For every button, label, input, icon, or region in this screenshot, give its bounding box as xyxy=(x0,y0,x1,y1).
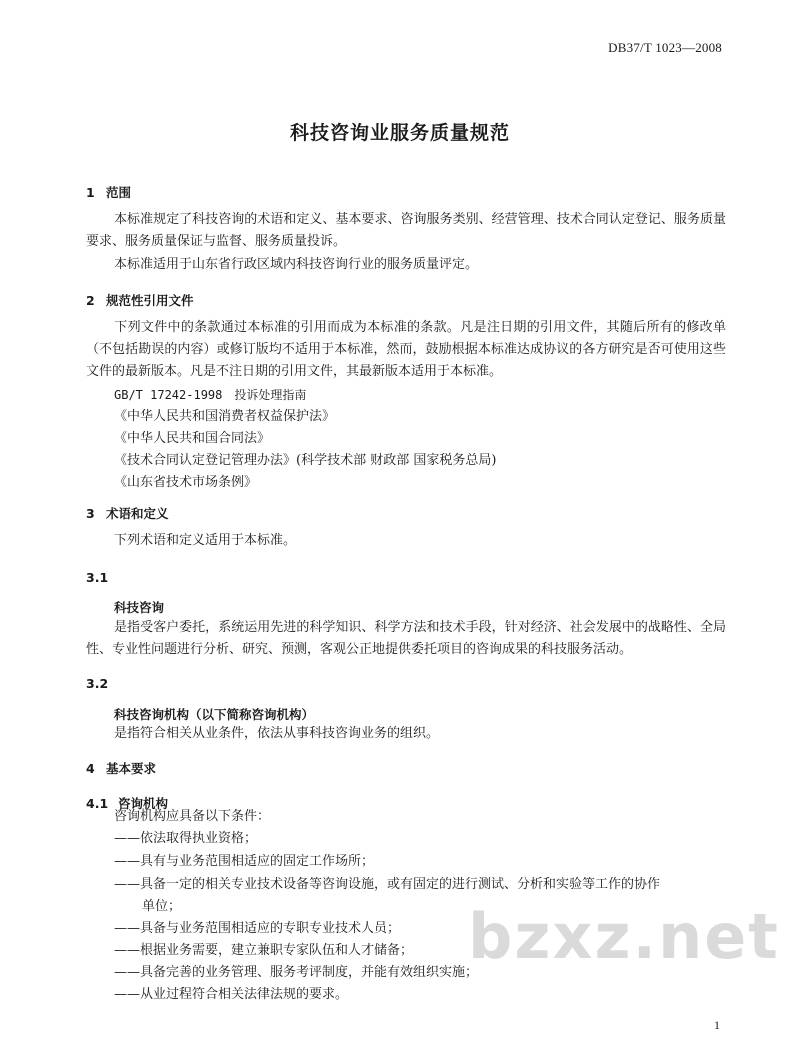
watermark: bzxz.net xyxy=(468,900,780,973)
reference-item: 《技术合同认定登记管理办法》(科学技术部 财政部 国家税务总局) xyxy=(114,453,497,468)
term-number: 3.1 xyxy=(86,570,109,585)
section-number: 3 xyxy=(86,506,95,521)
section-2-heading xyxy=(86,291,194,309)
reference-item: 《中华人民共和国合同法》 xyxy=(114,431,271,446)
section-1-heading xyxy=(86,183,131,201)
requirement-item: ——从业过程符合相关法律法规的要求。 xyxy=(114,987,349,1002)
page-number: 1 xyxy=(714,1018,720,1032)
reference-item: 《中华人民共和国消费者权益保护法》 xyxy=(114,409,336,424)
reference-item: GB/T 17242-1998 投诉处理指南 xyxy=(114,388,307,402)
section-title: 基本要求 xyxy=(106,761,157,776)
section-number: 1 xyxy=(86,185,95,200)
standard-code: DB37/T 1023—2008 xyxy=(608,40,722,55)
requirement-intro: 咨询机构应具备以下条件： xyxy=(114,809,271,824)
section-2-paragraph-1: 下列文件中的条款通过本标准的引用而成为本标准的条款。凡是注日期的引用文件，其随后所有的修改单（不包括勘误的内容）或修订版均不适用于本标准，然而，鼓励根据本标准达成协议的各方研究是否可使用这些文件的最新版本。凡是不注日期的引用文件，其最新版本适用于本标准。 xyxy=(86,320,726,379)
subsection-title: 咨询机构 xyxy=(118,796,169,811)
section-3-heading xyxy=(86,504,169,522)
requirement-item: ——具有与业务范围相适应的固定工作场所； xyxy=(114,854,375,869)
requirement-item: ——具备一定的相关专业技术设备等咨询设施，或有固定的进行测试、分析和实验等工作的协作 xyxy=(114,877,661,892)
requirement-item: ——依法取得执业资格； xyxy=(114,831,258,846)
section-number: 4 xyxy=(86,761,95,776)
term-name: 科技咨询 xyxy=(114,600,165,615)
section-number: 2 xyxy=(86,293,95,308)
term-name: 科技咨询机构（以下简称咨询机构） xyxy=(114,707,315,722)
requirement-item: ——根据业务需要，建立兼职专家队伍和人才储备； xyxy=(114,943,414,958)
term-definition: 是指符合相关从业条件，依法从事科技咨询业务的组织。 xyxy=(114,726,440,741)
section-3-paragraph-1: 下列术语和定义适用于本标准。 xyxy=(114,533,297,548)
section-title: 规范性引用文件 xyxy=(106,293,194,308)
section-title: 术语和定义 xyxy=(106,506,169,521)
section-title: 范围 xyxy=(106,185,132,200)
section-1-paragraph-1: 本标准规定了科技咨询的术语和定义、基本要求、咨询服务类别、经营管理、技术合同认定登记、服务质量要求、服务质量保证与监督、服务质量投诉。 xyxy=(86,212,726,249)
requirement-item: ——具备与业务范围相适应的专职专业技术人员； xyxy=(114,921,401,936)
reference-item: 《山东省技术市场条例》 xyxy=(114,475,258,490)
document-title: 科技咨询业服务质量规范 xyxy=(289,122,510,144)
requirement-item: ——具备完善的业务管理、服务考评制度，并能有效组织实施； xyxy=(114,965,479,980)
term-definition: 是指受客户委托，系统运用先进的科学知识、科学方法和技术手段，针对经济、社会发展中的战略性、全局性、专业性问题进行分析、研究、预测，客观公正地提供委托项目的咨询成果的科技服务活动。 xyxy=(86,620,726,657)
requirement-item-continuation: 单位； xyxy=(142,899,182,914)
subsection-number: 4.1 xyxy=(86,796,109,811)
section-1-paragraph-2: 本标准适用于山东省行政区域内科技咨询行业的服务质量评定。 xyxy=(114,257,479,272)
term-number: 3.2 xyxy=(86,676,109,691)
section-4-heading xyxy=(86,759,156,777)
